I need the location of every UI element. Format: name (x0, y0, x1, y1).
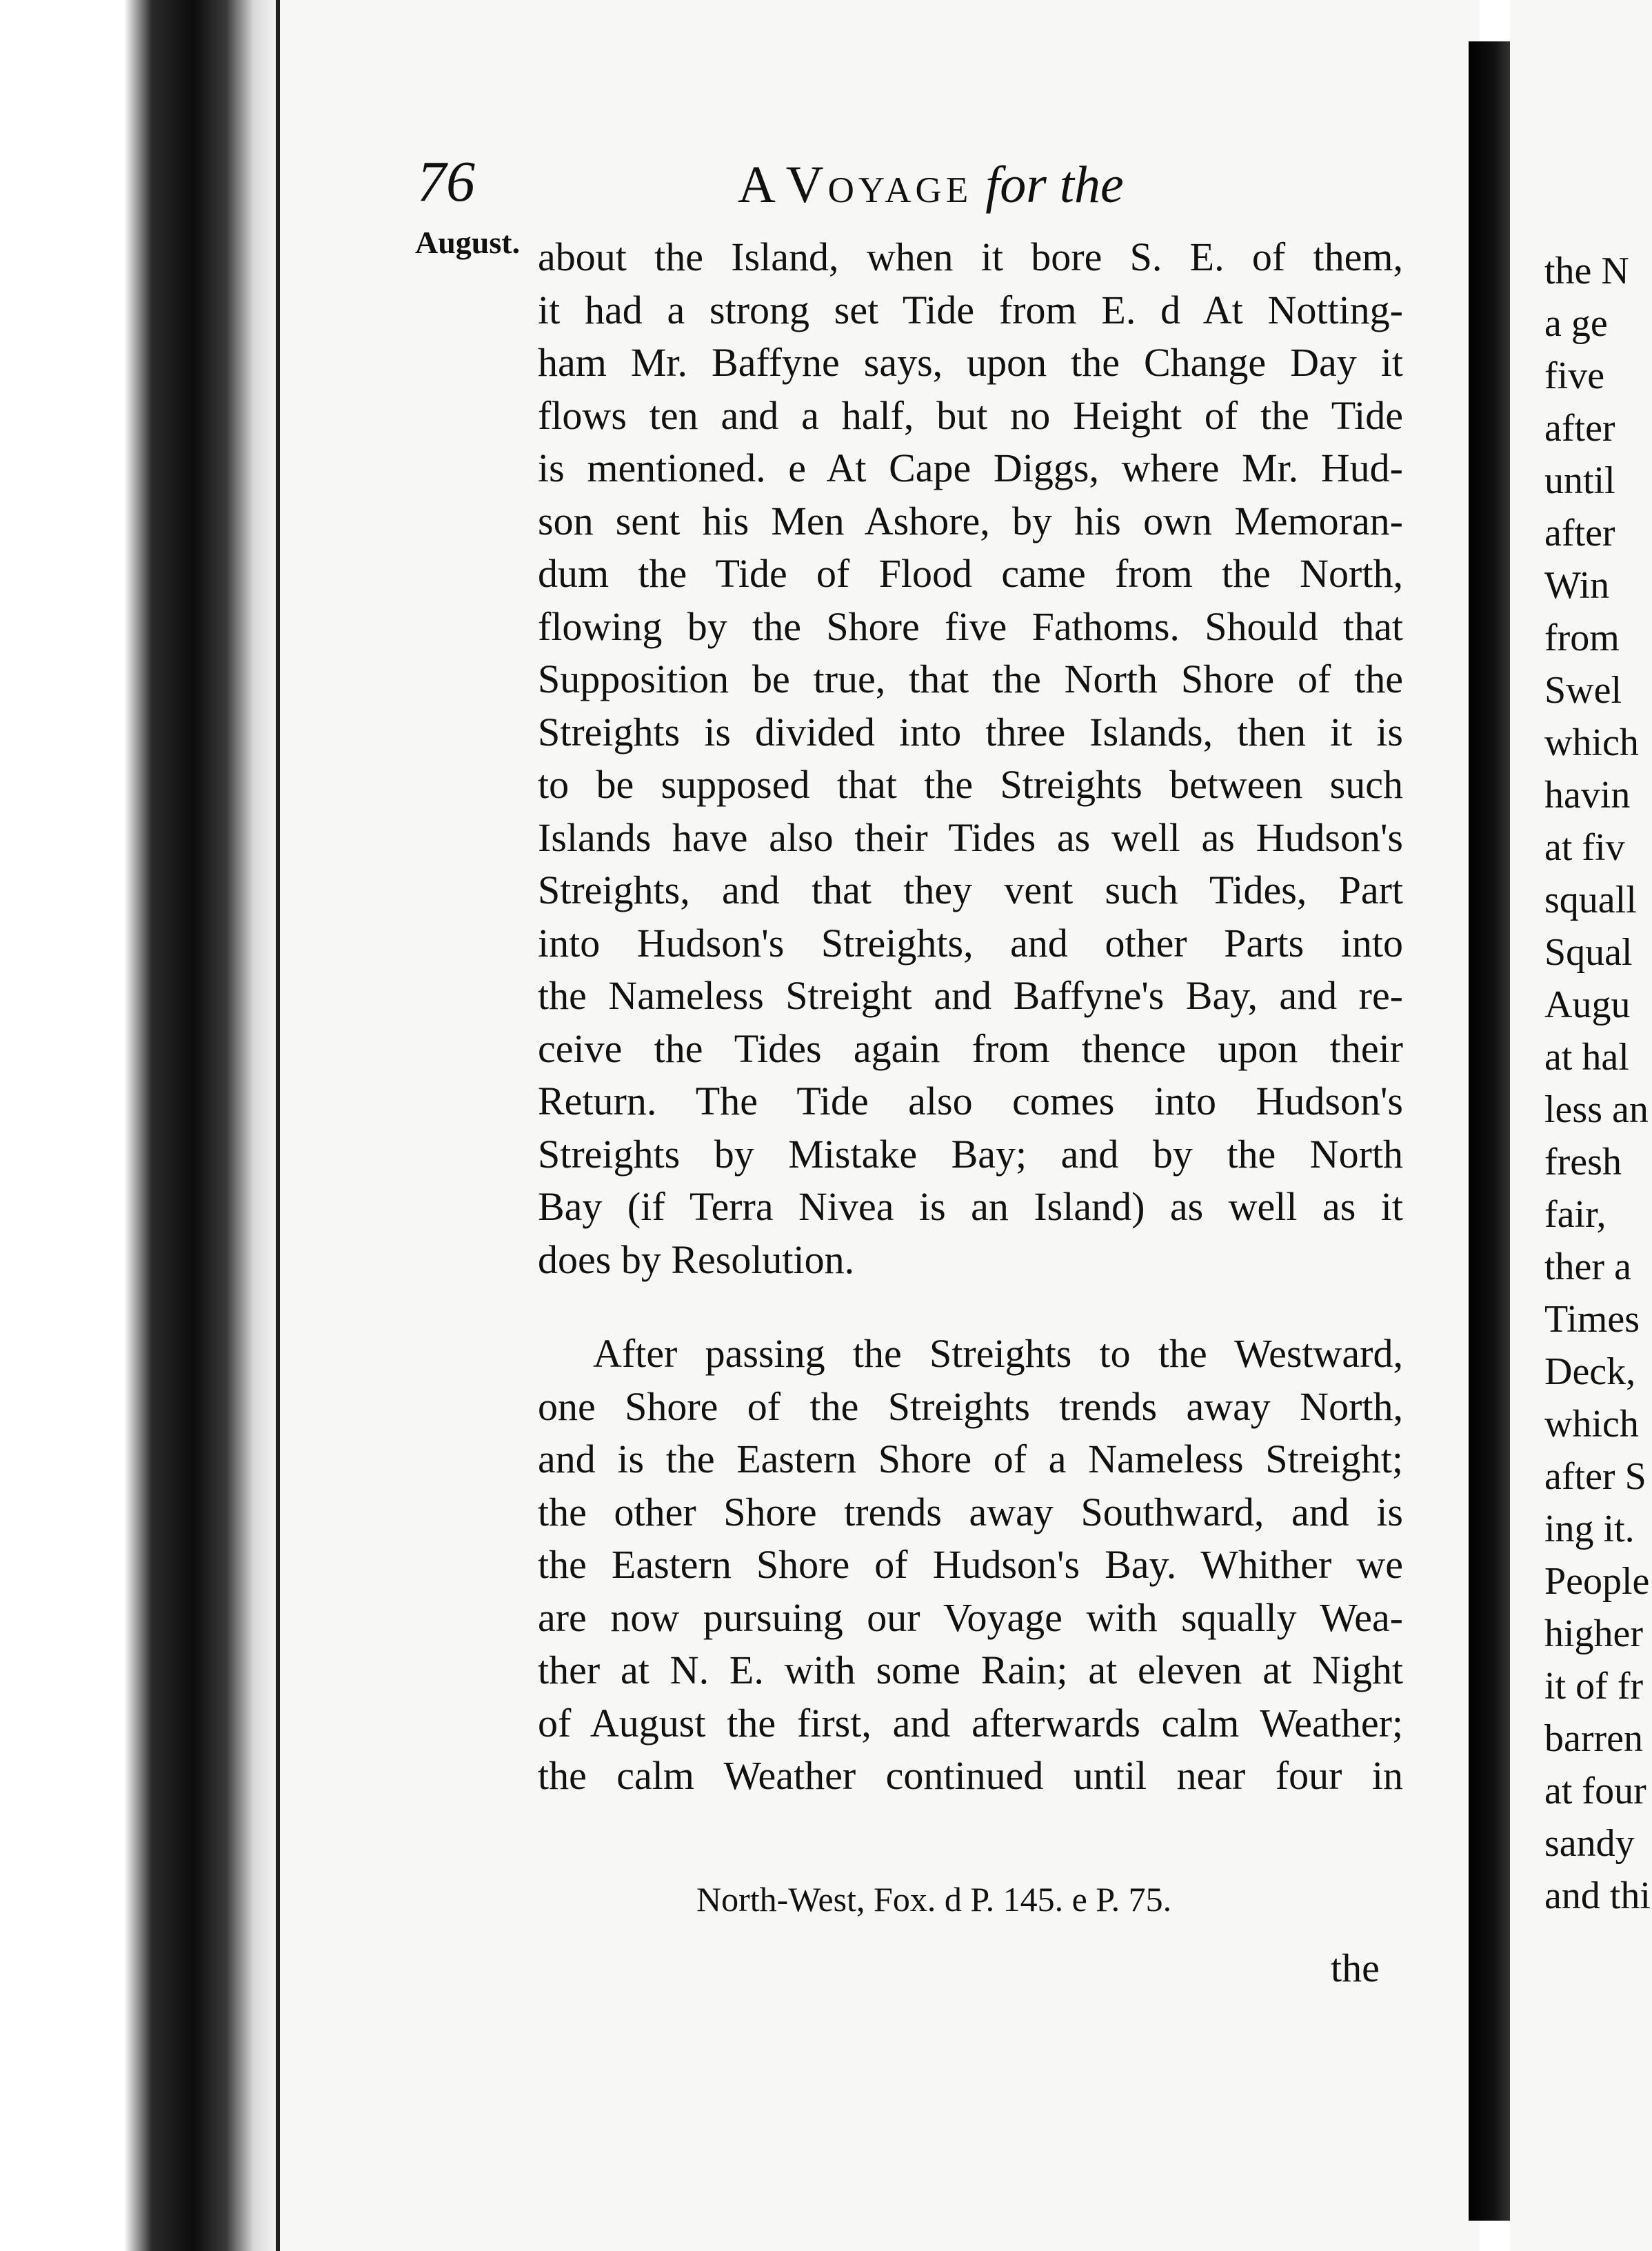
text-line: Islands have also their Tides as well as Hudson's (538, 814, 1403, 860)
text-line: it had a strong set Tide from E. d At Notting- (538, 287, 1403, 332)
text-line: son sent his Men Ashore, by his own Memoran- (538, 498, 1403, 543)
text-line: does by Resolution. (538, 1237, 855, 1282)
footnote: North-West, Fox. d P. 145. e P. 75. (696, 1880, 1172, 1919)
text-line: into Hudson's Streights, and other Parts into (538, 920, 1403, 966)
facing-line: fair, (1544, 1193, 1606, 1236)
running-head-prefix: A (738, 156, 773, 214)
text-line: the Nameless Streight and Baffyne's Bay, and re- (538, 973, 1403, 1018)
page-header (0, 148, 1475, 217)
facing-line: less an (1544, 1088, 1649, 1131)
facing-line: at hal (1544, 1036, 1629, 1079)
text-line: ther at N. E. with some Rain; at eleven at Night (538, 1648, 1403, 1692)
text-line: Bay (if Terra Nivea is an Island) as well as it (538, 1184, 1403, 1229)
facing-line: Times (1544, 1298, 1640, 1341)
running-head (738, 155, 1124, 215)
facing-line: People (1544, 1560, 1650, 1603)
text-line: dum the Tide of Flood came from the North, (538, 551, 1403, 596)
catchword: the (1331, 1945, 1380, 1990)
text-line: one Shore of the Streights trends away North, (538, 1383, 1403, 1429)
text-line: to be supposed that the Streights between such (538, 762, 1403, 807)
text-line: of August the first, and afterwards calm Weather; (538, 1700, 1403, 1745)
text-line: and is the Eastern Shore of a Nameless Streight; (538, 1437, 1403, 1481)
facing-line: Swel (1544, 669, 1622, 712)
facing-line: the N (1544, 250, 1629, 292)
facing-line: Augu (1544, 983, 1631, 1026)
facing-line: squall (1544, 879, 1637, 921)
facing-line: ing it. (1544, 1508, 1635, 1550)
text-line: Streights by Mistake Bay; and by the North (538, 1131, 1403, 1177)
text-line: Streights, and that they vent such Tides, Part (538, 868, 1403, 912)
facing-page-text (1544, 245, 1652, 1922)
facing-line: higher (1544, 1612, 1644, 1655)
facing-line: it of fr (1544, 1665, 1644, 1708)
facing-line: after S (1544, 1455, 1646, 1498)
page-number: 76 (417, 150, 475, 214)
running-head-italic: for the (985, 156, 1124, 214)
facing-line: a ge (1544, 302, 1608, 345)
text-line: flows ten and a half, but no Height of the Tide (538, 392, 1403, 438)
facing-line: Win (1544, 564, 1610, 607)
text-line: After passing the Streights to the Westward, (593, 1331, 1403, 1376)
facing-line: from (1544, 617, 1620, 659)
book-gutter (1469, 41, 1510, 2221)
text-line: the calm Weather continued until near four in (538, 1753, 1403, 1798)
text-line: ceive the Tides again from thence upon their (538, 1026, 1403, 1071)
facing-line: barren (1544, 1717, 1644, 1760)
running-head-voyage: Voyage (785, 156, 973, 214)
text-line: about the Island, when it bore S. E. of them, (538, 234, 1403, 279)
facing-line: ther a (1544, 1245, 1631, 1288)
text-line: ham Mr. Baffyne says, upon the Change Day it (538, 340, 1403, 385)
facing-line: Squal (1544, 931, 1633, 974)
body-text (538, 231, 1403, 1803)
facing-line: at four (1544, 1770, 1646, 1812)
text-line: Supposition be true, that the North Shore of the (538, 657, 1403, 701)
facing-line: sandy (1544, 1822, 1635, 1865)
facing-line: after (1544, 512, 1615, 554)
facing-line: Deck, (1544, 1350, 1636, 1393)
facing-line: which (1544, 721, 1639, 764)
text-line: are now pursuing our Voyage with squally Wea- (538, 1594, 1403, 1640)
text-line: flowing by the Shore five Fathoms. Should that (538, 603, 1403, 649)
facing-line: and thi (1544, 1874, 1651, 1917)
facing-line: havin (1544, 774, 1631, 817)
facing-line: fresh (1544, 1141, 1622, 1183)
facing-line: five (1544, 354, 1605, 397)
facing-line: after (1544, 407, 1615, 450)
text-line: Return. The Tide also comes into Hudson's (538, 1079, 1403, 1123)
facing-line: at fiv (1544, 826, 1625, 869)
text-line: Streights is divided into three Islands, then it is (538, 709, 1403, 754)
text-line: is mentioned. e At Cape Diggs, where Mr. Hud- (538, 446, 1403, 490)
book-edge-shadow (0, 0, 276, 2251)
facing-line: which (1544, 1403, 1639, 1445)
text-line: the Eastern Shore of Hudson's Bay. Whither we (538, 1542, 1403, 1587)
facing-line: until (1544, 459, 1615, 502)
margin-note: August. (415, 225, 521, 260)
paragraph-gap (538, 1286, 1403, 1328)
text-line: the other Shore trends away Southward, and is (538, 1489, 1403, 1534)
